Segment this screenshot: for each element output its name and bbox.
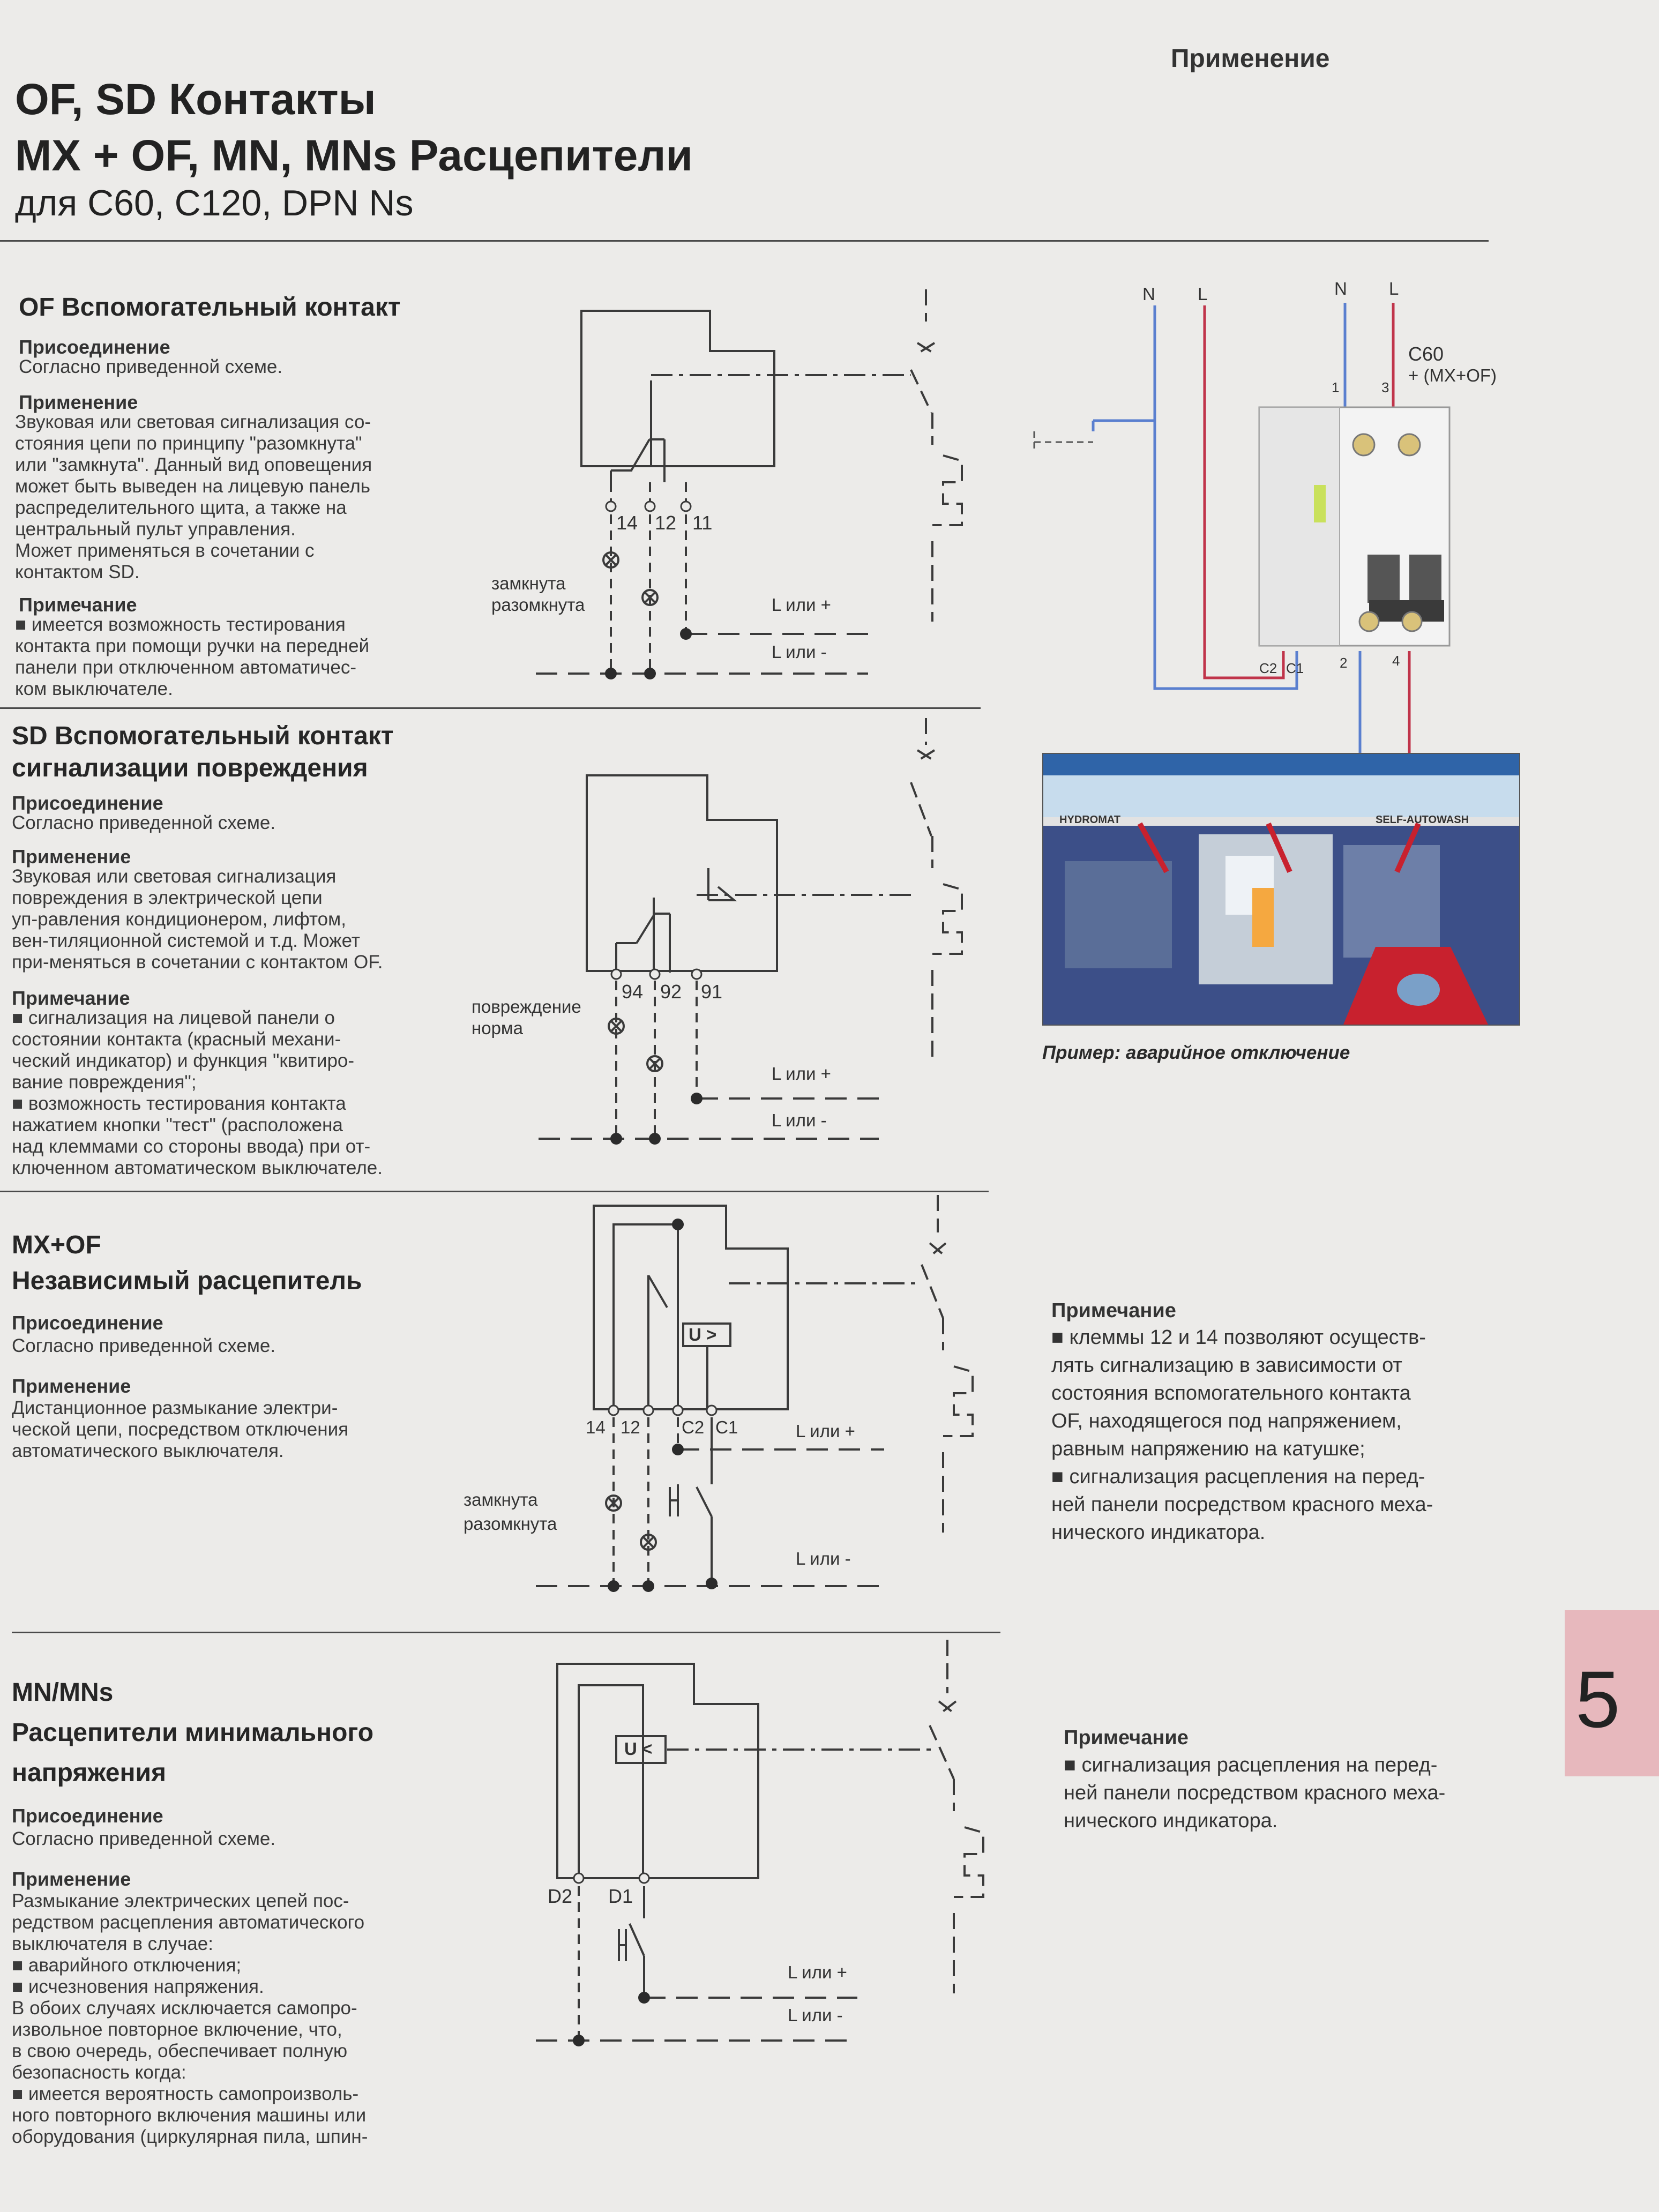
mx-heading-line2: Независимый расцепитель	[12, 1267, 362, 1295]
device-terminal-2: 2	[1340, 655, 1348, 671]
device-l1: L	[1198, 284, 1208, 304]
mn-note-heading: Примечание	[1064, 1727, 1189, 1749]
terminal-11: 11	[692, 512, 713, 534]
page-title-line2: MX + OF, MN, MNs Расцепители	[15, 131, 693, 180]
sd-connection-heading: Присоединение	[12, 792, 163, 814]
mn-heading-line3: напряжения	[12, 1759, 166, 1787]
mx-heading: MX+OF	[12, 1231, 101, 1259]
page-title: OF, SD Контакты	[15, 75, 376, 124]
mn-heading: MN/MNs	[12, 1678, 114, 1707]
carwash-illustration	[1042, 753, 1520, 1026]
of-note-heading: Примечание	[19, 594, 137, 616]
mn-lminus-label: L или -	[788, 2005, 843, 2025]
chapter-tab	[1565, 1610, 1659, 1776]
device-l2: L	[1389, 279, 1399, 298]
photo-caption: Пример: аварийное отключение	[1042, 1042, 1350, 1063]
sd-connection-text: Согласно приведенной схеме.	[12, 812, 276, 833]
mx-terminal-c2: C2	[682, 1417, 705, 1437]
mx-terminal-14: 14	[586, 1417, 606, 1437]
of-application-heading: Применение	[19, 391, 138, 413]
mx-lminus-label: L или -	[796, 1549, 851, 1568]
of-connection-heading: Присоединение	[19, 336, 170, 358]
mx-note-text: ■ клеммы 12 и 14 позволяют осуществ- лять сигнализацию в зависимости от состояния вспомогательного контакта OF, находящегося под напряжением, равным напряжению на катушке; ■ сигнализация расцепления на перед- ней панели посредством красного меха- нического индикатора.	[1051, 1326, 1433, 1544]
device-terminal-c1: C1	[1286, 660, 1304, 676]
mn-connection-text: Согласно приведенной схеме.	[12, 1828, 276, 1849]
device-n1: N	[1142, 284, 1155, 304]
of-lplus-label: L или +	[772, 595, 831, 615]
mn-connection-heading: Присоединение	[12, 1805, 163, 1827]
device-model: C60	[1408, 343, 1444, 365]
mn-application-text: Размыкание электрических цепей пос- редством расцепления автоматического выключателя в случае: ■ аварийного отключения; ■ исчезновения напряжения. В обоих случаях исключается самопро- извольное повторное включение, что, в свою очередь, обеспечивает полную безопасность когда: ■ имеется вероятность самопроизволь- ного повторного включения машины или оборудования (циркулярная пила, шпин-	[12, 1890, 368, 2147]
of-diagram	[536, 289, 962, 674]
sd-lminus-label: L или -	[772, 1110, 827, 1130]
device-terminal-c2: C2	[1259, 660, 1277, 676]
sd-application-heading: Применение	[12, 846, 131, 868]
mx-closed-label: замкнута	[464, 1490, 538, 1509]
terminal-14: 14	[616, 512, 638, 534]
chapter-number: 5	[1575, 1654, 1620, 1744]
mn-terminal-d2: D2	[548, 1885, 573, 1907]
breaker-device	[1259, 407, 1449, 646]
of-connection-text: Согласно приведенной схеме.	[19, 356, 283, 377]
mx-lplus-label: L или +	[796, 1421, 855, 1441]
of-application-text: Звуковая или световая сигнализация со- стояния цепи по принципу "разомкнута" или "замкнута". Данный вид оповещения может быть выведен на лицевую панель распределительного щита, а также на центральный пульт управления. Может применяться в сочетании с контактом SD.	[15, 412, 372, 582]
of-lminus-label: L или -	[772, 642, 827, 662]
mx-application-text: Дистанционное размыкание электри- ческой цепи, посредством отключения автоматического выключателя.	[12, 1398, 349, 1461]
device-terminal-4: 4	[1392, 653, 1400, 669]
of-open-label: разомкнута	[491, 595, 585, 615]
sd-note-heading: Примечание	[12, 987, 130, 1009]
mn-lplus-label: L или +	[788, 1962, 847, 1982]
mx-connection-text: Согласно приведенной схеме.	[12, 1335, 276, 1356]
mx-note-heading: Примечание	[1051, 1299, 1176, 1322]
mn-heading-line2: Расцепители минимального	[12, 1718, 374, 1747]
sd-diagram	[539, 718, 962, 1139]
sd-normal-label: норма	[472, 1018, 523, 1038]
mx-application-heading: Применение	[12, 1375, 131, 1397]
mn-application-heading: Применение	[12, 1868, 131, 1890]
sd-fault-label: повреждение	[472, 997, 581, 1017]
of-closed-label: замкнута	[491, 573, 566, 593]
mn-coil-label: U <	[624, 1739, 653, 1759]
device-terminal-3: 3	[1381, 379, 1389, 395]
sd-lplus-label: L или +	[772, 1064, 831, 1083]
section-tag: Применение	[1171, 44, 1330, 73]
mn-note-text: ■ сигнализация расцепления на перед- ней панели посредством красного меха- нического индикатора.	[1064, 1754, 1446, 1832]
mn-terminal-d1: D1	[608, 1885, 633, 1907]
device-n2: N	[1334, 279, 1347, 298]
mx-open-label: разомкнута	[464, 1514, 557, 1534]
mx-coil-label: U >	[689, 1325, 717, 1344]
sign-self-autowash: SELF-AUTOWASH	[1376, 814, 1469, 826]
of-heading: OF Вспомогательный контакт	[19, 293, 401, 322]
sd-application-text: Звуковая или световая сигнализация повреждения в электрической цепи уп-равления кондиционером, лифтом, вен-тиляционной системой и т.д. Может при-меняться в сочетании с контактом OF.	[12, 866, 383, 973]
mx-diagram	[536, 1195, 973, 1586]
mx-terminal-c1: C1	[715, 1417, 738, 1437]
mx-connection-heading: Присоединение	[12, 1312, 163, 1334]
of-note-text: ■ имеется возможность тестирования контакта при помощи ручки на передней панели при отключенном автоматичес- ком выключателе.	[15, 614, 370, 699]
terminal-91: 91	[701, 981, 723, 1003]
device-terminal-1: 1	[1332, 379, 1340, 395]
sign-hydromat: HYDROMAT	[1059, 814, 1121, 826]
terminal-94: 94	[622, 981, 644, 1003]
sd-note-text: ■ сигнализация на лицевой панели о состоянии контакта (красный механи- ческий индикатор) и функция "квитиро- вание повреждения"; ■ возможность тестирования контакта нажатием кнопки "тест" (расположена над клеммами со стороны ввода) при от- ключенном автоматическом выключателе.	[12, 1007, 383, 1178]
mn-diagram	[536, 1640, 983, 2042]
sd-heading: SD Вспомогательный контакт	[12, 722, 394, 750]
sd-heading-line2: сигнализации повреждения	[12, 754, 368, 782]
terminal-92: 92	[660, 981, 682, 1003]
mx-terminal-12: 12	[621, 1417, 640, 1437]
terminal-12: 12	[655, 512, 677, 534]
page-subtitle: для C60, C120, DPN Ns	[15, 183, 414, 223]
device-model-option: + (MX+OF)	[1408, 365, 1497, 385]
